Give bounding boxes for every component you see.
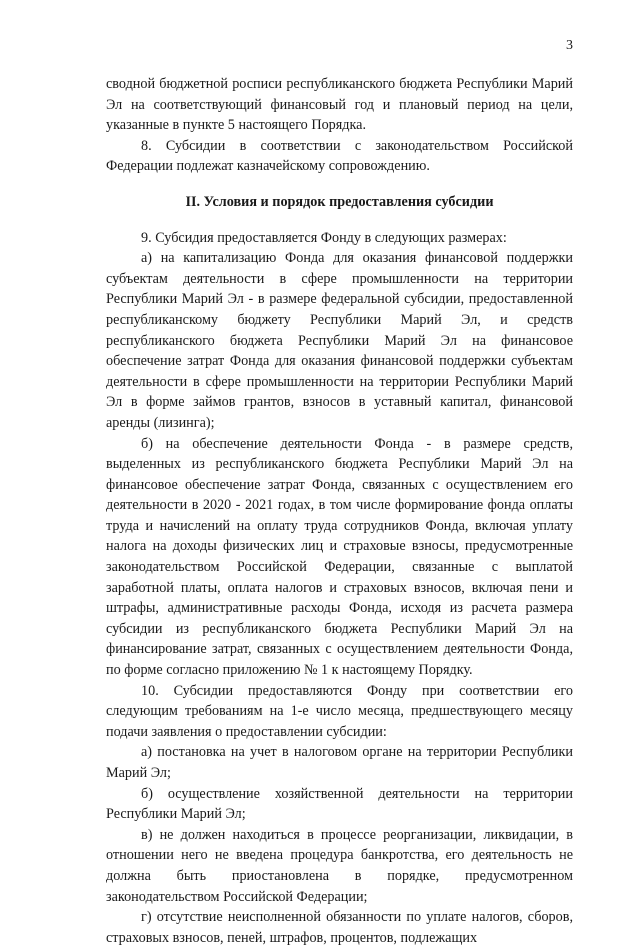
page-number: 3 [566, 38, 573, 53]
document-page [106, 0, 573, 946]
paragraph-item-9a: а) на капитализацию Фонда для оказания финансовой поддержки субъектам деятельности в сфере промышленности на территории Республики Марий Эл - в размере федеральной субсидии, предоставленной республиканскому бюджету Республики Марий Эл, и средств республиканского бюджета Республики Марий Эл на финансовое обеспечение затрат Фонда для оказания финансовой поддержки субъектам деятельности в сфере промышленности на территории Республики Марий Эл в форме займов грантов, взносов в уставный капитал, финансовой аренды (лизинга); [106, 250, 573, 431]
document-body [106, 74, 573, 948]
section-heading: II. Условия и порядок предоставления субсидии [185, 193, 494, 210]
paragraph-item-10a: а) постановка на учет в налоговом органе на территории Республики Марий Эл; [106, 744, 573, 781]
paragraph-item-10v: в) не должен находиться в процессе реорганизации, ликвидации, в отношении него не введена процедура банкротства, его деятельность не должна быть приостановлена в порядке, предусмотренном законодательством Российской Федерации; [106, 826, 573, 905]
paragraph-item-9b: б) на обеспечение деятельности Фонда - в размере средств, выделенных из республиканского бюджета Республики Марий Эл на финансовое обеспечение затрат Фонда, связанных с осуществлением его деятельности в 2020 - 2021 годах, в том числе формирование фонда оплаты труда и начислений на оплату труда сотрудников Фонда, включая уплату налога на доходы физических лиц и страховые взносы, предусмотренные законодательством Российской Федерации, связанные с выплатой заработной платы, оплата налогов и страховых взносов, включая пени и штрафы, административные расходы Фонда, исходя из расчета размера субсидии из республиканского бюджета Республики Марий Эл на финансирование затрат, связанных с осуществлением деятельности Фонда, по форме согласно приложению № 1 к настоящему Порядку. [106, 435, 573, 679]
paragraph-item-9: 9. Субсидия предоставляется Фонду в следующих размерах: [141, 229, 507, 246]
paragraph-item-10g: г) отсутствие неисполненной обязанности по уплате налогов, сборов, страховых взносов, пеней, штрафов, процентов, подлежащих [106, 909, 573, 946]
paragraph-budget-list-continuation: сводной бюджетной росписи республиканского бюджета Республики Марий Эл на соответствующий финансовый год и плановый период на цели, указанные в пункте 5 настоящего Порядка. [106, 76, 573, 134]
paragraph-item-10: 10. Субсидии предоставляются Фонду при соответствии его следующим требованиям на 1-е число месяца, предшествующего месяцу подачи заявления о предоставлении субсидии: [106, 682, 573, 740]
paragraph-item-8: 8. Субсидии в соответствии с законодательством Российской Федерации подлежат казначейскому сопровождению. [106, 137, 573, 175]
paragraph-item-10b: б) осуществление хозяйственной деятельности на территории Республики Марий Эл; [106, 785, 573, 823]
